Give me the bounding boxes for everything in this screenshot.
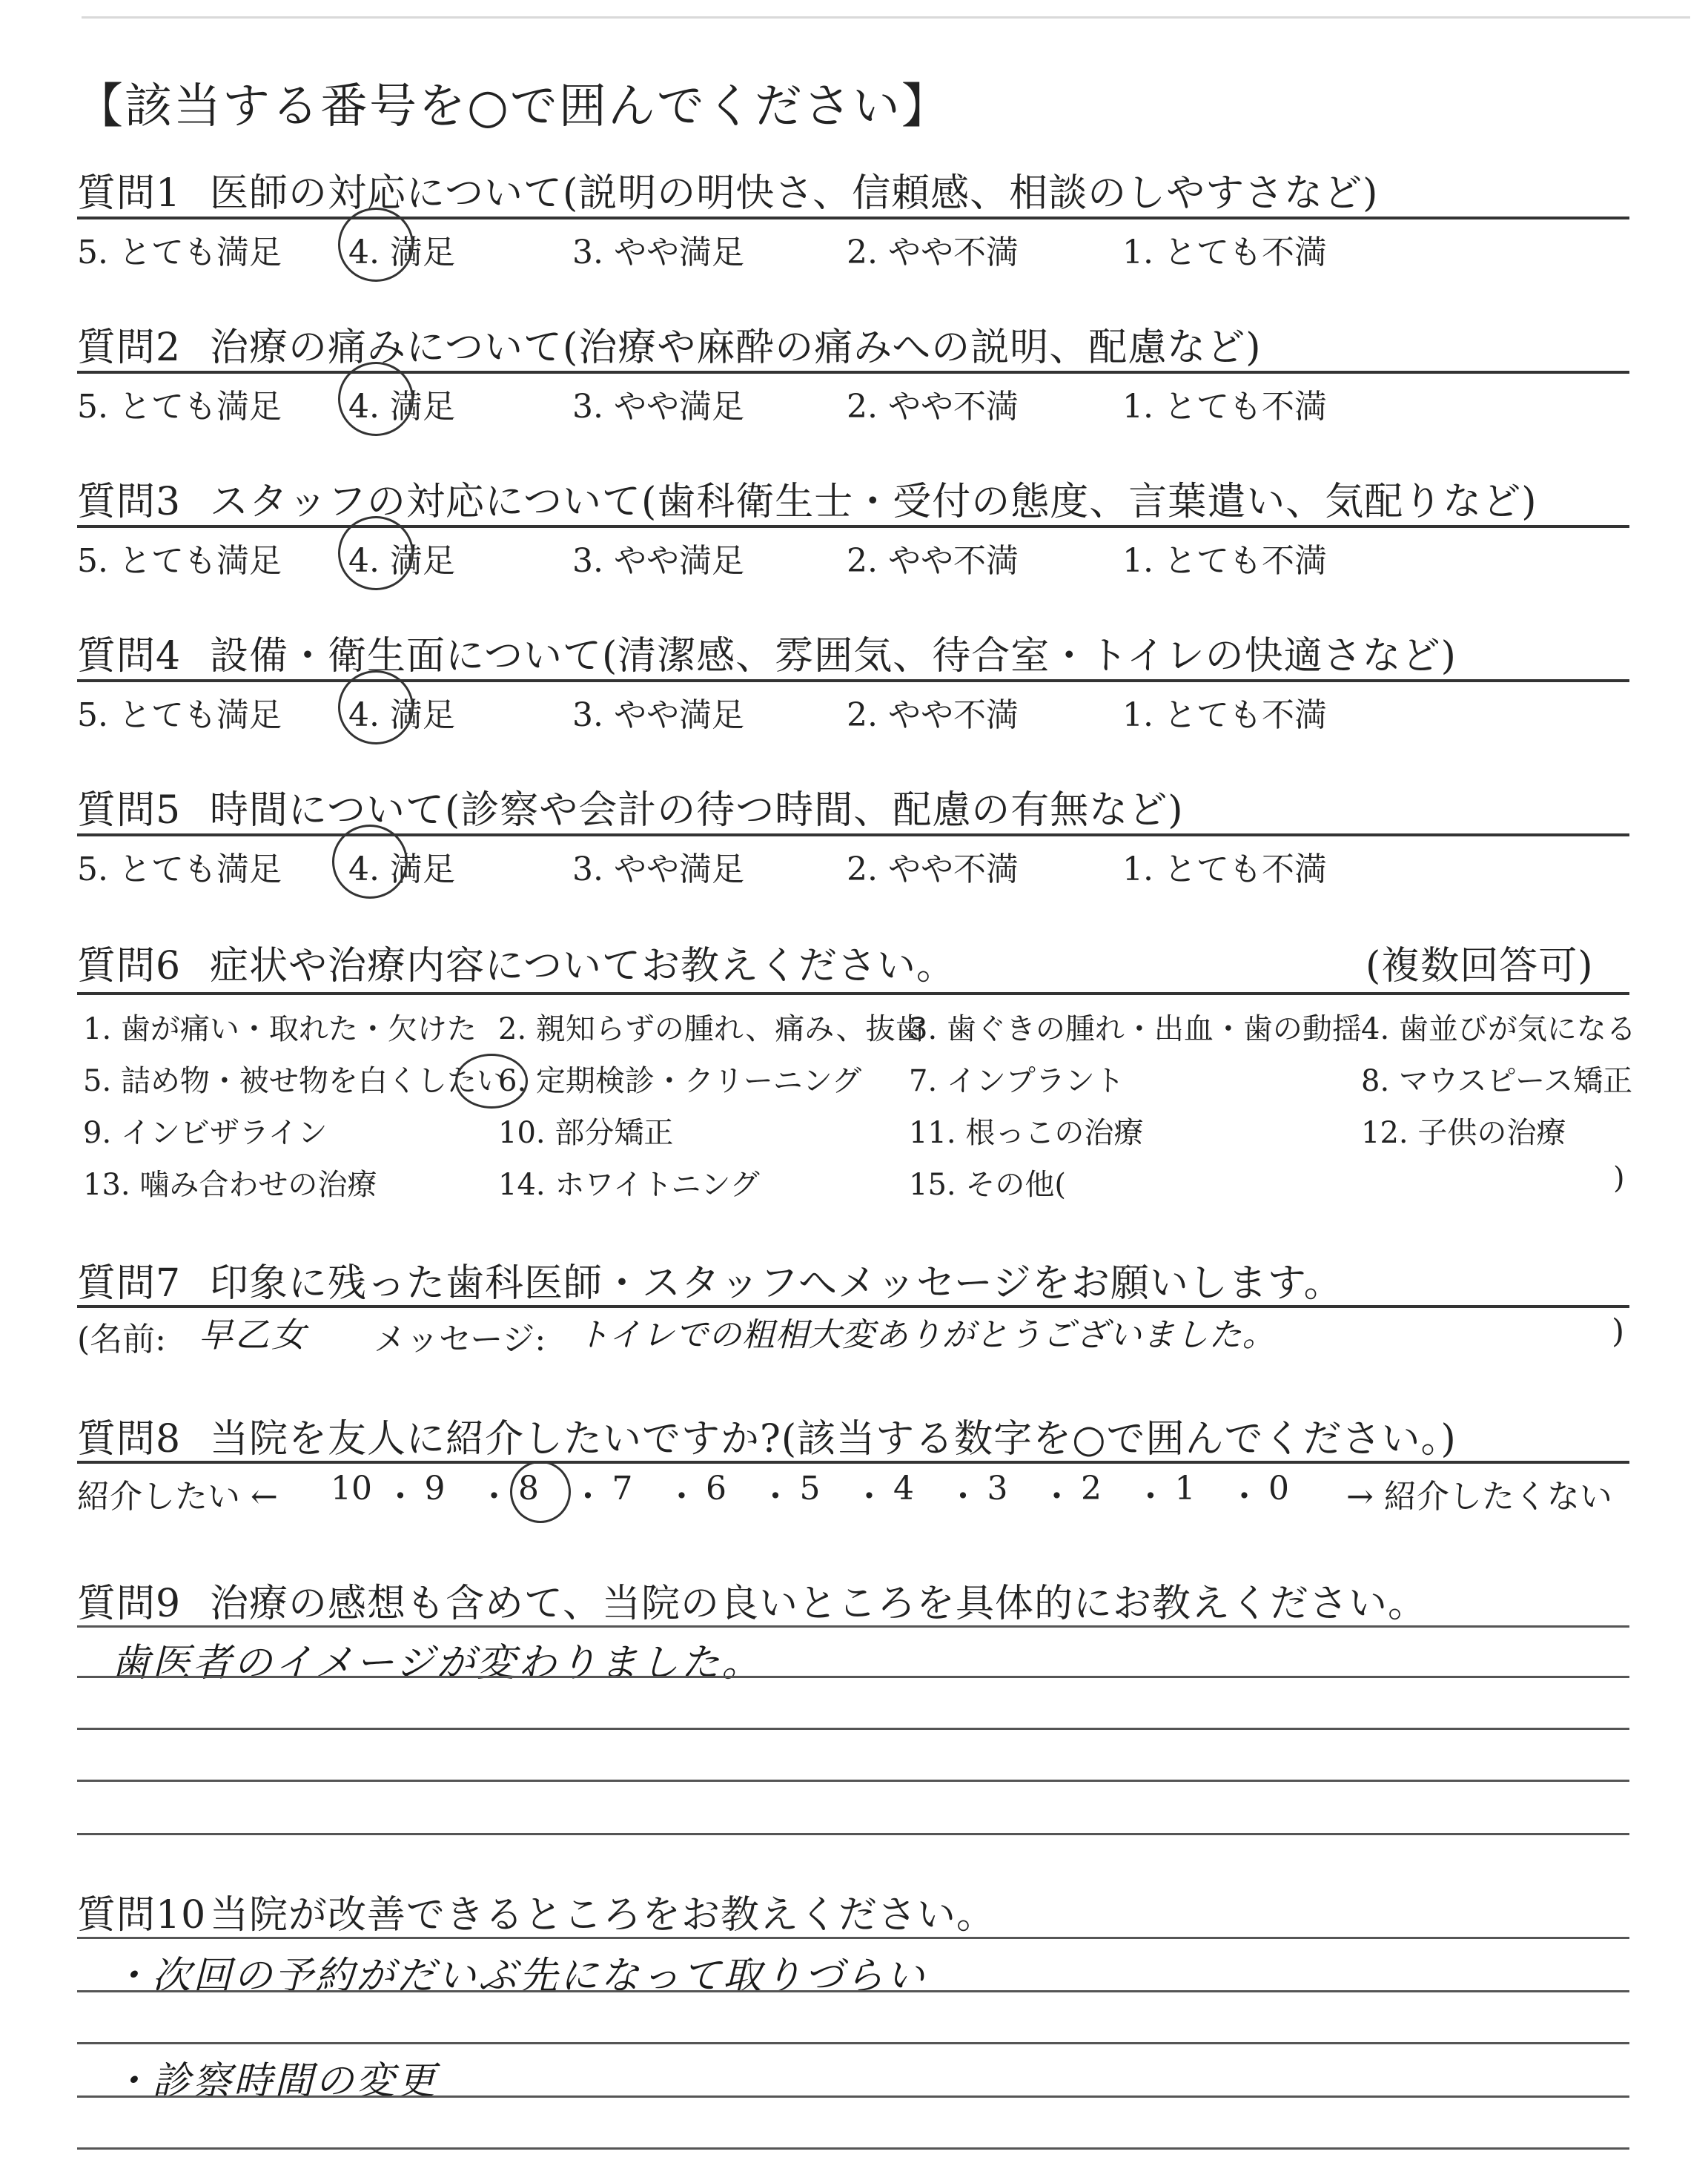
q8-scale-1: 1	[1174, 1470, 1196, 1507]
q6-option-9: 9. インビザライン	[83, 1116, 328, 1150]
q9-rule-3	[77, 1728, 1629, 1730]
q6-option-6: 6. 定期検診・クリーニング	[498, 1064, 862, 1098]
q6-option-12: 12. 子供の治療	[1361, 1116, 1566, 1150]
q8-scale-separator: ・	[853, 1478, 886, 1516]
q8-scale-4: 4	[893, 1470, 914, 1507]
q9-label: 質問9	[77, 1582, 182, 1626]
q1-selection-circle	[338, 208, 414, 282]
q1-option-4: 4. 満足	[348, 234, 455, 271]
q6-option-15: 15. その他(	[909, 1168, 1066, 1202]
q7-message-label: メッセージ:	[374, 1321, 546, 1358]
q10-label: 質問10	[77, 1893, 207, 1938]
q8-scale-separator: ・	[572, 1478, 604, 1516]
q6-option-1: 1. 歯が痛い・取れた・欠けた	[83, 1012, 477, 1046]
q4-selection-circle	[338, 670, 414, 744]
q6-note: (複数回答可)	[1366, 944, 1594, 988]
q5-rule	[77, 833, 1629, 836]
q4-text: 設備・衛生面について(清潔感、雰囲気、待合室・トイレの快適さなど)	[210, 634, 1457, 678]
q8-scale-2: 2	[1081, 1470, 1102, 1507]
q8-scale-separator: ・	[1134, 1478, 1167, 1516]
q2-rule	[77, 371, 1629, 374]
q9-rule-1	[77, 1625, 1629, 1628]
q9-answer: 歯医者のイメージが変わりました。	[111, 1641, 763, 1685]
q10-rule-5	[77, 2147, 1629, 2150]
q7-close-paren: )	[1612, 1312, 1625, 1350]
q8-scale-separator: ・	[477, 1478, 511, 1516]
q9-rule-2	[77, 1676, 1629, 1678]
q5-selection-circle	[332, 825, 408, 899]
q2-option-4: 4. 満足	[348, 388, 455, 426]
q6-text: 症状や治療内容についてお教えください。	[210, 944, 956, 988]
q7-text: 印象に残った歯科医師・スタッフへメッセージをお願いします。	[210, 1261, 1343, 1306]
q10-answer-1: ・次回の予約がだいぶ先になって取りづらい	[111, 1954, 927, 1998]
q1-text: 医師の対応について(説明の明快さ、信頼感、相談のしやすさなど)	[210, 171, 1379, 216]
q3-option-2: 2. やや不満	[847, 542, 1019, 580]
q3-option-1: 1. とても不満	[1122, 542, 1327, 580]
q3-rule	[77, 525, 1629, 528]
q5-option-1: 1. とても不満	[1122, 851, 1327, 888]
q8-scale-separator: ・	[665, 1478, 698, 1516]
q8-scale-separator: ・	[1228, 1478, 1261, 1516]
q7-name-value: 早乙女	[199, 1315, 308, 1355]
q4-option-4: 4. 満足	[348, 696, 455, 734]
q6-option-11: 11. 根っこの治療	[909, 1116, 1144, 1150]
q5-option-3: 3. やや満足	[572, 851, 744, 888]
q8-text: 当院を友人に紹介したいですか?(該当する数字を○で囲んでください。)	[210, 1417, 1457, 1462]
q3-selection-circle	[338, 516, 414, 590]
q1-option-1: 1. とても不満	[1122, 234, 1327, 271]
q8-left-label: 紹介したい ←	[77, 1478, 278, 1516]
q3-label: 質問3	[77, 480, 182, 524]
q3-option-5: 5. とても満足	[77, 542, 282, 580]
q4-option-1: 1. とても不満	[1122, 696, 1327, 734]
q1-option-3: 3. やや満足	[572, 234, 744, 271]
top-border	[82, 16, 1690, 19]
q4-rule	[77, 679, 1629, 682]
q8-scale-9: 9	[424, 1470, 446, 1507]
q8-scale-7: 7	[612, 1470, 633, 1507]
q10-rule-4	[77, 2095, 1629, 2098]
q1-option-2: 2. やや不満	[847, 234, 1019, 271]
q1-rule	[77, 217, 1629, 219]
q8-scale-0: 0	[1268, 1470, 1289, 1507]
q6-label: 質問6	[77, 944, 182, 988]
q10-rule-1	[77, 1937, 1629, 1939]
q1-label: 質問1	[77, 171, 182, 216]
q5-option-5: 5. とても満足	[77, 851, 282, 888]
q8-scale-8: 8	[518, 1470, 539, 1507]
q4-option-3: 3. やや満足	[572, 696, 744, 734]
q3-option-3: 3. やや満足	[572, 542, 744, 580]
q10-answer-2: ・診察時間の変更	[111, 2059, 438, 2104]
q2-option-3: 3. やや満足	[572, 388, 744, 426]
q6-selection-circle	[455, 1054, 528, 1109]
q9-rule-4	[77, 1780, 1629, 1782]
q5-option-4: 4. 満足	[348, 851, 455, 888]
q6-option-14: 14. ホワイトニング	[498, 1168, 760, 1202]
q8-right-label: → 紹介したくない	[1346, 1478, 1612, 1516]
q2-selection-circle	[338, 362, 414, 436]
q8-label: 質問8	[77, 1417, 182, 1462]
q8-rule	[77, 1461, 1629, 1464]
q6-option-8: 8. マウスピース矯正	[1361, 1064, 1633, 1098]
q6-option-2: 2. 親知らずの腫れ、痛み、抜歯	[498, 1012, 925, 1046]
q8-scale-separator: ・	[759, 1478, 792, 1516]
q2-label: 質問2	[77, 326, 182, 370]
q8-scale-6: 6	[706, 1470, 726, 1507]
q4-label: 質問4	[77, 634, 182, 678]
q10-rule-3	[77, 2042, 1629, 2044]
q6-option-4: 4. 歯並びが気になる	[1361, 1012, 1636, 1046]
q8-scale-separator: ・	[1040, 1478, 1073, 1516]
q8-scale-separator: ・	[384, 1478, 417, 1516]
q5-label: 質問5	[77, 788, 182, 833]
q8-scale-5: 5	[799, 1470, 821, 1507]
q7-name-label: (名前:	[77, 1321, 166, 1358]
q1-option-5: 5. とても満足	[77, 234, 282, 271]
q7-message-value: トイレでの粗相大変ありがとうございました。	[577, 1316, 1276, 1354]
q5-text: 時間について(診察や会計の待つ時間、配慮の有無など)	[210, 788, 1184, 833]
q8-scale-3: 3	[987, 1470, 1008, 1507]
q6-option-5: 5. 詰め物・被せ物を白くしたい	[83, 1064, 506, 1098]
q7-label: 質問7	[77, 1261, 182, 1306]
q6-option-7: 7. インプラント	[909, 1064, 1125, 1098]
q3-text: スタッフの対応について(歯科衛生士・受付の態度、言葉遣い、気配りなど)	[210, 480, 1537, 524]
q2-option-2: 2. やや不満	[847, 388, 1019, 426]
q6-option-close-paren: )	[1613, 1161, 1625, 1195]
q3-option-4: 4. 満足	[348, 542, 455, 580]
q6-option-3: 3. 歯ぐきの腫れ・出血・歯の動揺	[909, 1012, 1362, 1046]
q4-option-5: 5. とても満足	[77, 696, 282, 734]
q5-option-2: 2. やや不満	[847, 851, 1019, 888]
q6-option-13: 13. 噛み合わせの治療	[83, 1168, 377, 1202]
q9-rule-5	[77, 1833, 1629, 1835]
form-header: 【該当する番号を○で囲んでください】	[76, 79, 950, 134]
q8-selection-circle	[510, 1461, 571, 1523]
q2-option-1: 1. とても不満	[1122, 388, 1327, 426]
q6-rule	[77, 992, 1629, 995]
q8-scale-10: 10	[331, 1470, 372, 1507]
q2-option-5: 5. とても満足	[77, 388, 282, 426]
q2-text: 治療の痛みについて(治療や麻酔の痛みへの説明、配慮など)	[210, 326, 1262, 370]
q9-text: 治療の感想も含めて、当院の良いところを具体的にお教えください。	[210, 1582, 1427, 1626]
q8-scale-separator: ・	[947, 1478, 979, 1516]
q10-text: 当院が改善できるところをお教えください。	[210, 1893, 996, 1938]
q6-option-10: 10. 部分矯正	[498, 1116, 674, 1150]
q4-option-2: 2. やや不満	[847, 696, 1019, 734]
q10-rule-2	[77, 1990, 1629, 1992]
